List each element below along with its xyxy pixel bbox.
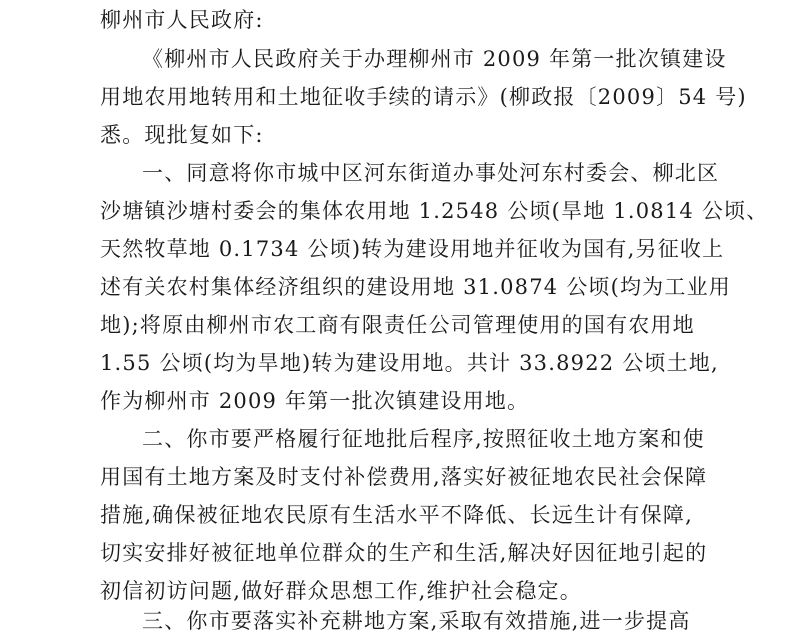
body-line-2: 用地农用地转用和土地征收手续的请示》(柳政报〔2009〕54 号) <box>100 85 747 109</box>
body-line-10: 作为柳州市 2009 年第一批次镇建设用地。 <box>100 389 530 413</box>
body-line-13: 措施,确保被征地农民原有生活水平不降低、长远生计有保障, <box>100 503 693 527</box>
body-line-11: 二、你市要严格履行征地批后程序,按照征收土地方案和使 <box>142 427 705 451</box>
body-line-6: 天然牧草地 0.1734 公顷)转为建设用地并征收为国有,另征收上 <box>100 237 725 261</box>
body-line-5: 沙塘镇沙塘村委会的集体农用地 1.2548 公顷(旱地 1.0814 公顷、 <box>100 199 769 223</box>
body-line-15: 初信初访问题,做好群众思想工作,维护社会稳定。 <box>100 579 582 603</box>
body-line-16: 三、你市要落实补充耕地方案,采取有效措施,进一步提高 <box>142 609 691 633</box>
body-line-3: 悉。现批复如下: <box>100 123 264 147</box>
body-line-4: 一、同意将你市城中区河东街道办事处河东村委会、柳北区 <box>142 161 720 185</box>
body-line-12: 用国有土地方案及时支付补偿费用,落实好被征地农民社会保障 <box>100 465 708 489</box>
body-line-14: 切实安排好被征地单位群众的生产和生活,解决好因征地引起的 <box>100 541 708 565</box>
body-line-9: 1.55 公顷(均为旱地)转为建设用地。共计 33.8922 公顷土地, <box>100 351 719 375</box>
body-line-8: 地);将原由柳州市农工商有限责任公司管理使用的国有农用地 <box>100 313 695 337</box>
body-line-7: 述有关农村集体经济组织的建设用地 31.0874 公顷(均为工业用 <box>100 275 731 299</box>
body-line-1: 《柳州市人民政府关于办理柳州市 2009 年第一批次镇建设 <box>142 47 727 71</box>
addressee-line: 柳州市人民政府: <box>100 8 264 32</box>
